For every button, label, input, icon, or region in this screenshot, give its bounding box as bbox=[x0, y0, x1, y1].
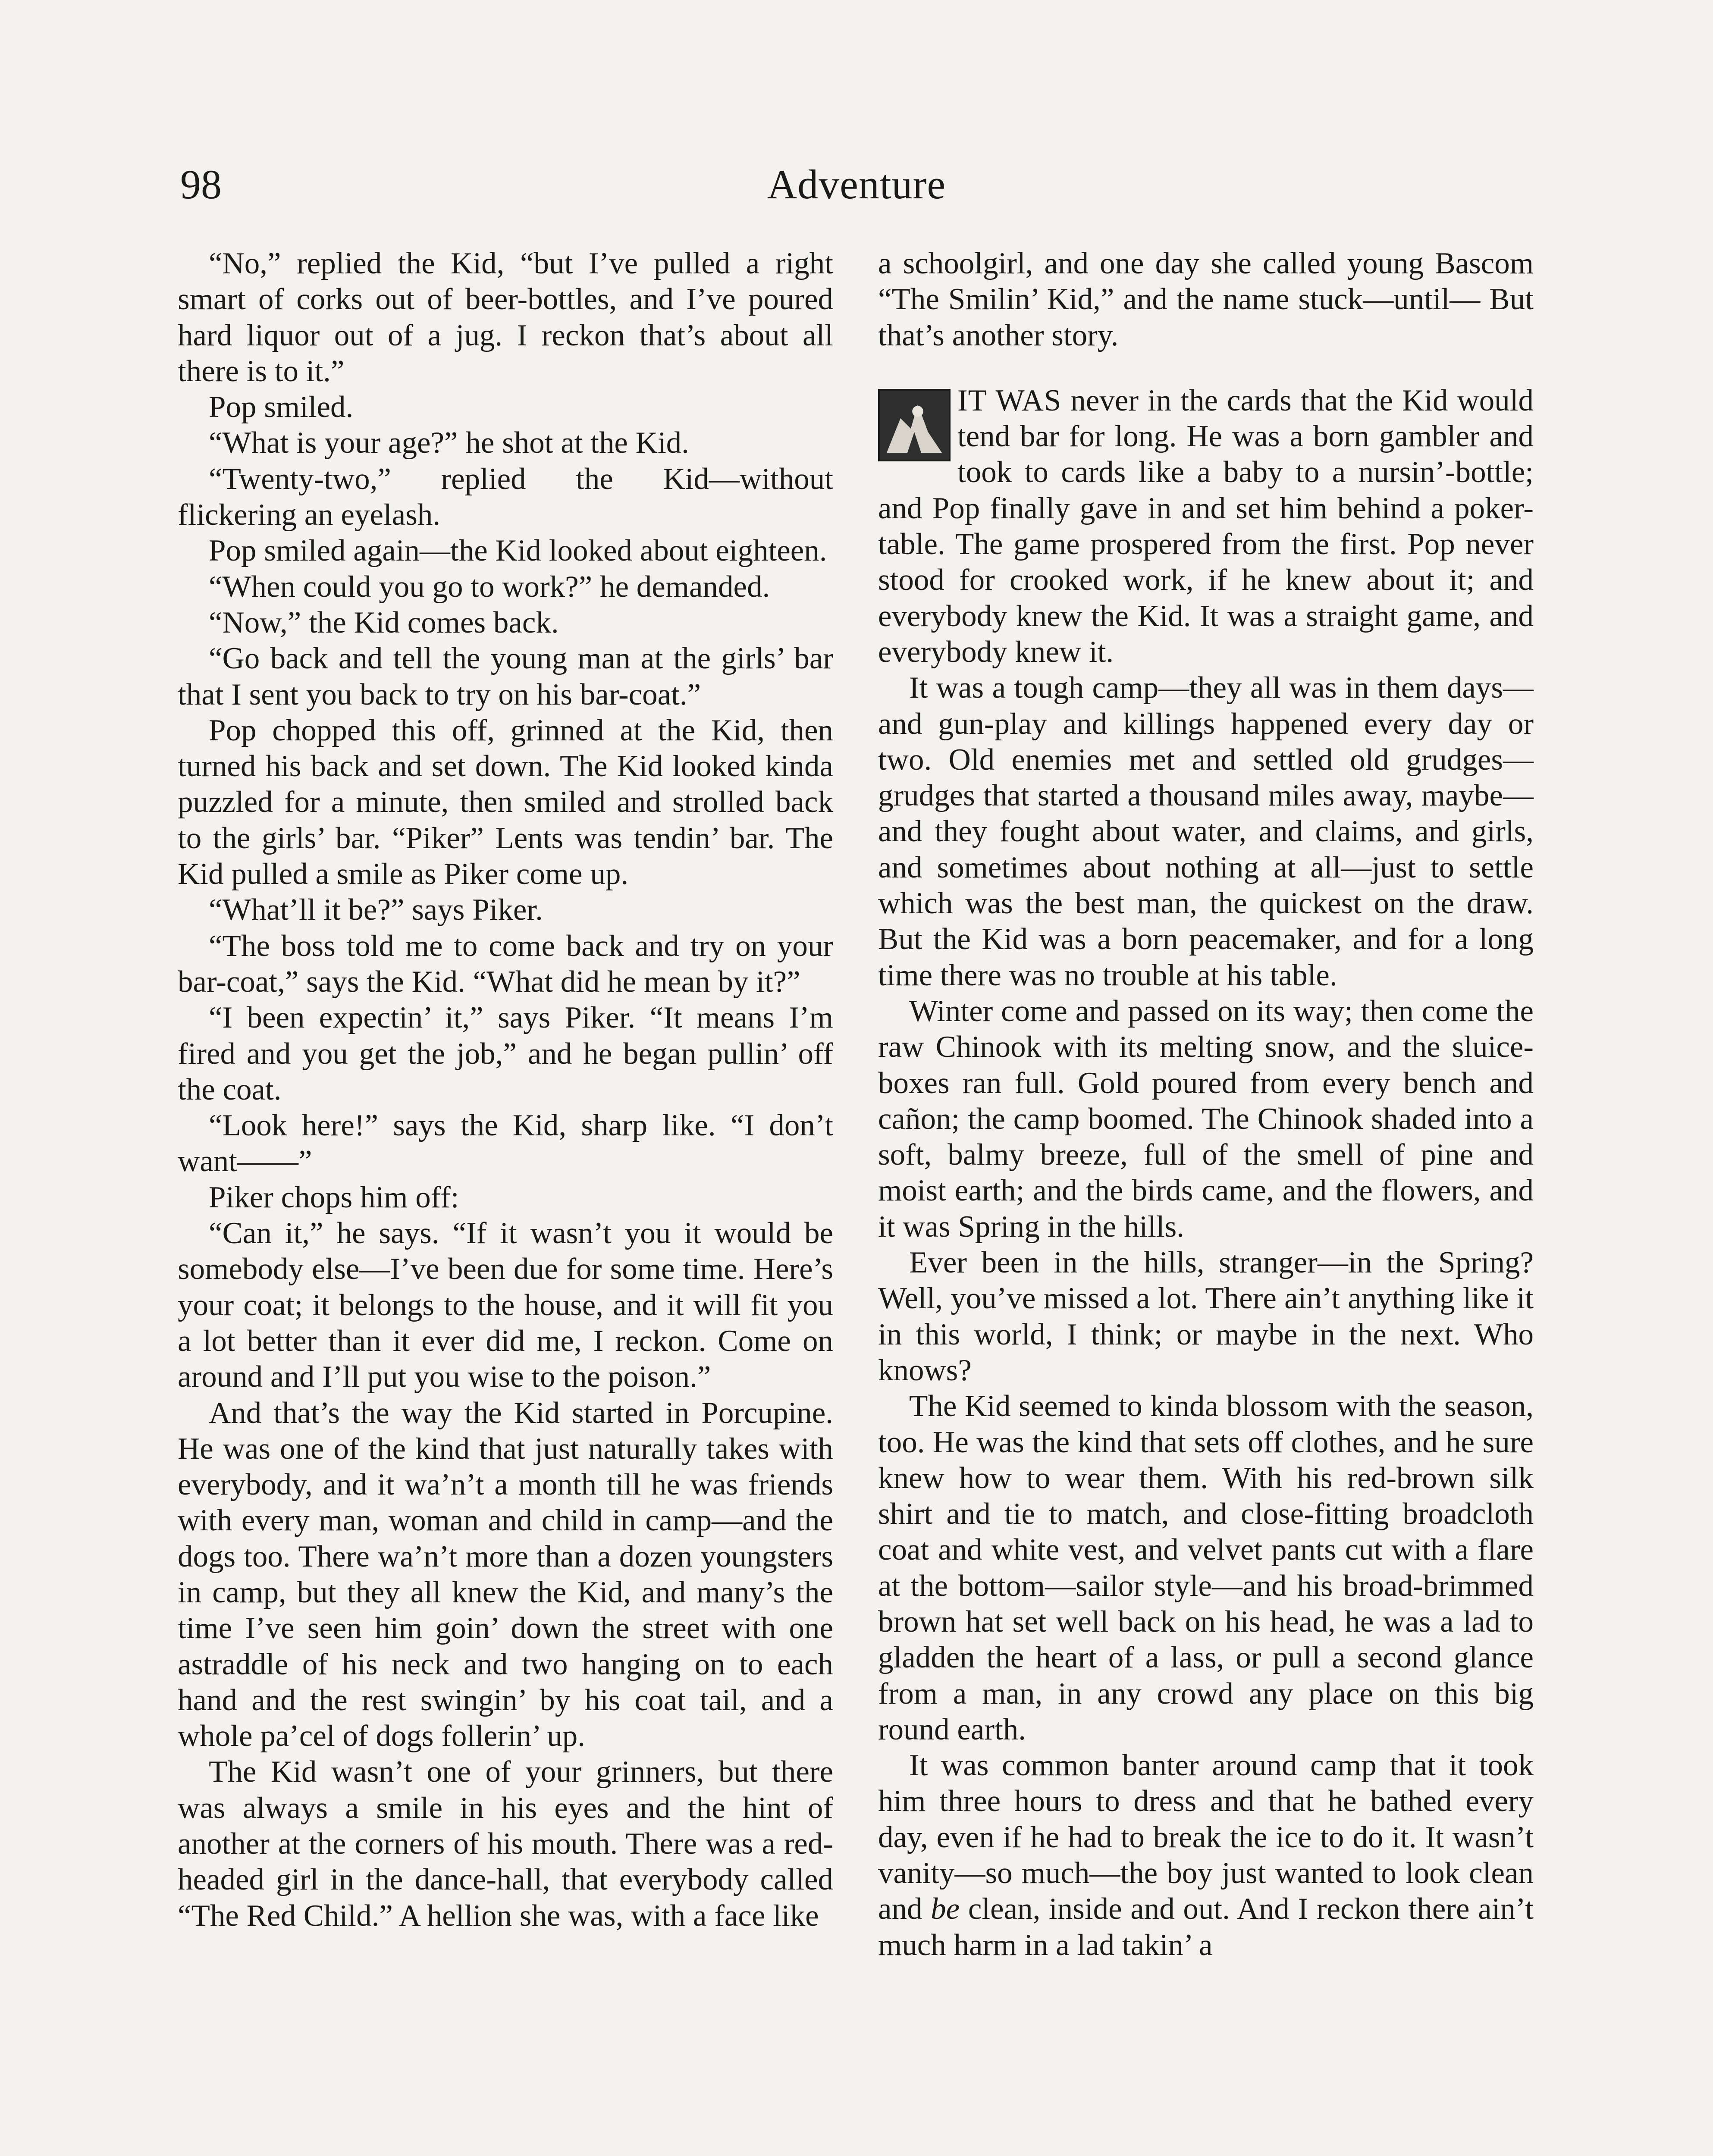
paragraph: The Kid wasn’t one of your grinners, but there was always a smile in his eyes and the hint of another at the corners of his mouth. There was a red-headed girl in the dance-hall, that everybody called “The Red Child.” A hellion she was, with a face like bbox=[178, 1755, 833, 1933]
paragraph: “The boss told me to come back and try on your bar-coat,” says the Kid. “What did he mean by it?” bbox=[178, 929, 833, 999]
illustrated-initial-icon bbox=[878, 389, 951, 461]
emphasis-text: be bbox=[931, 1892, 960, 1926]
paragraph: “Twenty-two,” replied the Kid—without flickering an eyelash. bbox=[178, 462, 833, 532]
right-column bbox=[878, 246, 1534, 1963]
dropcap-lead-text: IT WAS bbox=[957, 383, 1062, 417]
paragraph: “No,” replied the Kid, “but I’ve pulled a right smart of corks out of beer-bottles, and I’ve poured hard liquor out of a jug. I reckon that’s about all there is to it.” bbox=[178, 247, 833, 388]
paragraph: Winter come and passed on its way; then come the raw Chinook with its melting snow, and the sluice-boxes ran full. Gold poured from every bench and cañon; the camp boomed. The Chinook shaded into a soft, balmy breeze, full of the smell of pine and moist earth; and the birds came, and the flowers, and it was Spring in the hills. bbox=[878, 994, 1534, 1244]
section-opening bbox=[878, 383, 1534, 670]
left-column bbox=[178, 246, 833, 1934]
paragraph: Pop smiled. bbox=[209, 390, 354, 424]
paragraph: Pop smiled again—the Kid looked about eighteen. bbox=[209, 534, 827, 568]
paragraph: “I been expectin’ it,” says Piker. “It means I’m fired and you get the job,” and he began pullin’ off the coat. bbox=[178, 1001, 833, 1106]
dropcap-rest-text: never in the cards that the Kid would tend bar for long. He was a born gambler and took to cards like a baby to a nursin’-bottle; and Pop finally gave in and set him behind a poker-table. The game prospered from the first. Pop never stood for crooked work, if he knew about it; and everybody knew the Kid. It was a straight game, and everybody knew it. bbox=[878, 383, 1534, 669]
paragraph: Ever been in the hills, stranger—in the Spring? Well, you’ve missed a lot. There ain’t anything like it in this world, I think; or maybe in the next. Who knows? bbox=[878, 1246, 1534, 1387]
paragraph: Pop chopped this off, grinned at the Kid, then turned his back and set down. The Kid looked kinda puzzled for a minute, then smiled and strolled back to the girls’ bar. “Piker” Lents was tendin’ bar. The Kid pulled a smile as Piker come up. bbox=[178, 713, 833, 891]
running-title: Adventure bbox=[767, 161, 946, 207]
paragraph: It was a tough camp—they all was in them days—and gun-play and killings happened every day or two. Old enemies met and settled old grudges—grudges that started a thousand miles away, maybe—and they fought about water, and claims, and girls, and sometimes about nothing at all—just to settle which was the best man, the quickest on the draw. But the Kid was a born peacemaker, and for a long time there was no trouble at his table. bbox=[878, 671, 1534, 992]
paragraph: And that’s the way the Kid started in Porcupine. He was one of the kind that just naturally takes with everybody, and it wa’n’t a month till he was friends with every man, woman and child in camp—and the dogs too. There wa’n’t more than a dozen youngsters in camp, but they all knew the Kid, and many’s the time I’ve seen him goin’ down the street with one astraddle of his neck and two hanging on to each hand and the rest swingin’ by his coat tail, and a whole pa’cel of dogs follerin’ up. bbox=[178, 1396, 833, 1753]
page-folio: 98 bbox=[180, 161, 222, 207]
paragraph: “What’ll it be?” says Piker. bbox=[209, 893, 543, 927]
paragraph bbox=[878, 383, 1534, 670]
paragraph: “Can it,” he says. “If it wasn’t you it would be somebody else—I’ve been due for some time. Here’s your coat; it belongs to the house, and it will fit you a lot better than it ever did me, I reckon. Come on around and I’ll put you wise to the poison.” bbox=[178, 1216, 833, 1394]
paragraph: “Look here!” says the Kid, sharp like. “I don’t want——” bbox=[178, 1109, 833, 1178]
paragraph: “What is your age?” he shot at the Kid. bbox=[209, 426, 689, 460]
paragraph: Piker chops him off: bbox=[209, 1180, 459, 1214]
paragraph: “Go back and tell the young man at the girls’ bar that I sent you back to try on his bar-coat.” bbox=[178, 642, 833, 711]
paragraph: The Kid seemed to kinda blossom with the season, too. He was the kind that sets off clothes, and he sure knew how to wear them. With his red-brown silk shirt and tie to match, and close-fitting broadcloth coat and white vest, and velvet pants cut with a flare at the bottom—sailor style—and his broad-brimmed brown hat set well back on his head, he was a lad to gladden the heart of a lass, or pull a second glance from a man, in any crowd any place on this big round earth. bbox=[878, 1389, 1534, 1746]
paragraph: a schoolgirl, and one day she called young Bascom “The Smilin’ Kid,” and the name stuck—until— But that’s another story. bbox=[878, 247, 1534, 352]
paragraph: “When could you go to work?” he demanded. bbox=[209, 570, 770, 604]
paragraph-text: clean, inside and out. And I reckon there ain’t much harm in a lad takin’ a bbox=[878, 1892, 1534, 1962]
paragraph: “Now,” the Kid comes back. bbox=[209, 605, 559, 639]
paragraph bbox=[878, 1748, 1534, 1963]
paragraph-text: It was common banter around camp that it took him three hours to dress and that he bathed every day, even if he had to break the ice to do it. It wasn’t vanity—so much—the boy just wanted to look clean and bbox=[878, 1749, 1534, 1926]
